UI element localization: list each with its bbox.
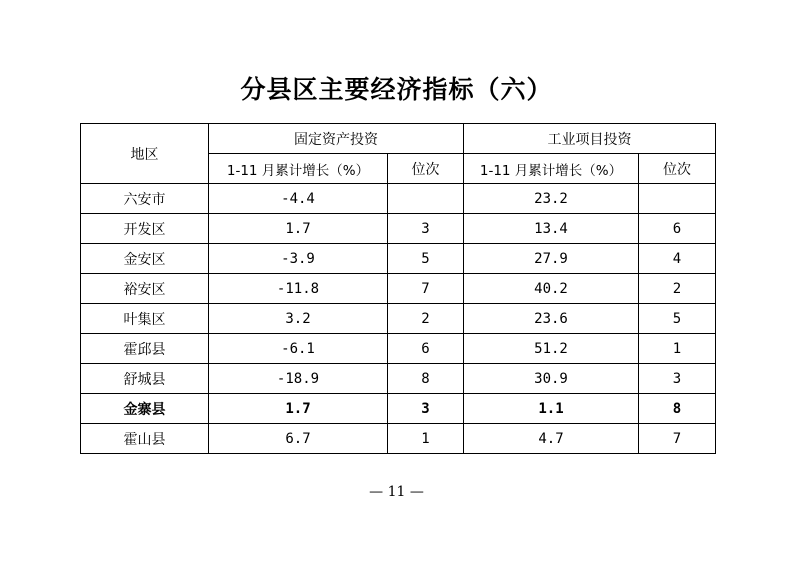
table-row xyxy=(81,364,716,394)
cell-fa-growth: 1.7 xyxy=(209,394,388,424)
cell-ind-growth: 23.6 xyxy=(464,304,639,334)
cell-region: 裕安区 xyxy=(81,274,209,304)
table-row xyxy=(81,214,716,244)
cell-fa-rank: 7 xyxy=(388,274,464,304)
table-row xyxy=(81,304,716,334)
cell-region: 舒城县 xyxy=(81,364,209,394)
cell-region: 金寨县 xyxy=(81,394,209,424)
cell-ind-rank: 7 xyxy=(639,424,716,454)
table-header-row xyxy=(81,124,716,154)
cell-fa-rank: 3 xyxy=(388,214,464,244)
cell-region: 霍邱县 xyxy=(81,334,209,364)
header-fixed-asset-investment: 固定资产投资 xyxy=(209,124,464,154)
cell-fa-growth: -18.9 xyxy=(209,364,388,394)
cell-fa-rank: 8 xyxy=(388,364,464,394)
cell-ind-rank: 8 xyxy=(639,394,716,424)
table-row-highlighted xyxy=(81,394,716,424)
header-industrial-project-investment: 工业项目投资 xyxy=(464,124,716,154)
page-title: 分县区主要经济指标（六） xyxy=(240,75,553,104)
cell-fa-growth: -11.8 xyxy=(209,274,388,304)
cell-ind-growth: 1.1 xyxy=(464,394,639,424)
cell-ind-growth: 40.2 xyxy=(464,274,639,304)
cell-ind-rank: 1 xyxy=(639,334,716,364)
cell-fa-growth: 3.2 xyxy=(209,304,388,334)
cell-fa-rank: 2 xyxy=(388,304,464,334)
cell-fa-rank xyxy=(388,184,464,214)
cell-region: 霍山县 xyxy=(81,424,209,454)
cell-fa-rank: 6 xyxy=(388,334,464,364)
cell-region: 开发区 xyxy=(81,214,209,244)
cell-region: 叶集区 xyxy=(81,304,209,334)
cell-ind-growth: 30.9 xyxy=(464,364,639,394)
header-fa-growth: 1-11 月累计增长（%） xyxy=(209,154,388,184)
cell-fa-growth: -4.4 xyxy=(209,184,388,214)
cell-fa-growth: 6.7 xyxy=(209,424,388,454)
economic-indicators-table xyxy=(80,123,716,454)
table-row xyxy=(81,184,716,214)
header-ind-rank: 位次 xyxy=(639,154,716,184)
cell-region: 金安区 xyxy=(81,244,209,274)
cell-fa-rank: 3 xyxy=(388,394,464,424)
header-ind-growth: 1-11 月累计增长（%） xyxy=(464,154,639,184)
cell-fa-rank: 1 xyxy=(388,424,464,454)
cell-fa-growth: 1.7 xyxy=(209,214,388,244)
cell-ind-growth: 27.9 xyxy=(464,244,639,274)
table-row xyxy=(81,274,716,304)
cell-ind-rank: 3 xyxy=(639,364,716,394)
table-row xyxy=(81,334,716,364)
cell-ind-rank: 5 xyxy=(639,304,716,334)
cell-fa-growth: -3.9 xyxy=(209,244,388,274)
cell-ind-growth: 13.4 xyxy=(464,214,639,244)
table-row xyxy=(81,424,716,454)
cell-ind-growth: 51.2 xyxy=(464,334,639,364)
table-row xyxy=(81,244,716,274)
cell-ind-rank: 2 xyxy=(639,274,716,304)
cell-ind-rank: 6 xyxy=(639,214,716,244)
cell-fa-rank: 5 xyxy=(388,244,464,274)
cell-ind-growth: 4.7 xyxy=(464,424,639,454)
cell-fa-growth: -6.1 xyxy=(209,334,388,364)
page-number: — 11 — xyxy=(369,484,424,500)
header-fa-rank: 位次 xyxy=(388,154,464,184)
cell-region: 六安市 xyxy=(81,184,209,214)
cell-ind-rank: 4 xyxy=(639,244,716,274)
cell-ind-growth: 23.2 xyxy=(464,184,639,214)
cell-ind-rank xyxy=(639,184,716,214)
header-region: 地区 xyxy=(81,124,209,184)
